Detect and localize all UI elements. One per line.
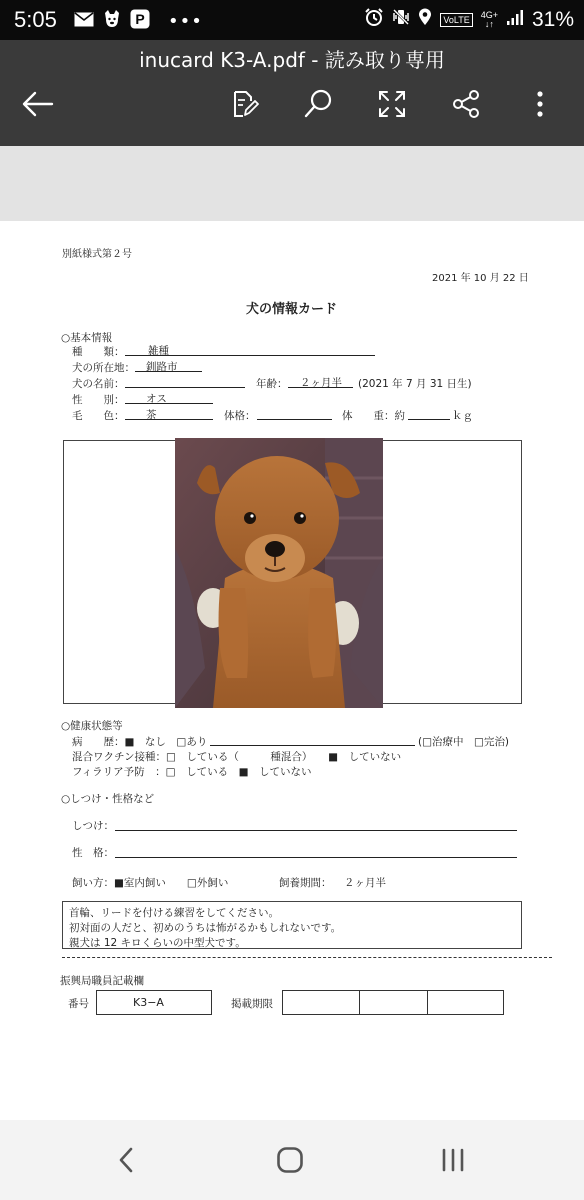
card-title: 犬の情報カード [246, 302, 338, 317]
breed-value: 雑種 [148, 345, 169, 357]
dog-photo [175, 438, 383, 708]
dog-app-icon [102, 9, 122, 33]
share-button[interactable] [448, 88, 484, 124]
form-number: 別紙様式第２号 [62, 249, 132, 260]
more-options-button[interactable] [522, 88, 558, 124]
office-heading: 振興局職員記載欄 [60, 975, 144, 987]
pdf-viewer[interactable] [0, 146, 584, 1118]
network-type: 4G+ ↓↑ [480, 10, 498, 29]
note-line: 親犬は 12 キロくらいの中型犬です。 [69, 937, 246, 949]
more-dots-icon: ••• [168, 10, 203, 32]
breed-line [125, 355, 375, 356]
color-line [125, 419, 213, 420]
network-label: 4G+ [480, 10, 498, 20]
notes-box [62, 901, 522, 949]
training-line [115, 830, 517, 831]
number-box [96, 990, 212, 1015]
vibrate-icon [392, 8, 410, 32]
app-bar [0, 40, 584, 146]
nav-back-button[interactable] [106, 1142, 146, 1182]
fullscreen-icon [377, 89, 407, 123]
nav-recents-button[interactable] [433, 1142, 473, 1182]
navigation-bar [0, 1120, 584, 1200]
location-label: 犬の所在地： [72, 362, 135, 374]
location-value: 釧路市 [146, 361, 178, 373]
period-value: ２ヶ月半 [344, 877, 386, 889]
period-limit-label: 掲載期限 [231, 998, 273, 1010]
search-icon [303, 89, 333, 123]
signal-icon [506, 8, 524, 32]
period-limit-divider [427, 991, 428, 1014]
number-label: 番号 [68, 998, 89, 1010]
note-line: 初対面の人だと、初めのうちは怖がるかもしれないです。 [69, 922, 342, 934]
mail-icon [74, 12, 94, 31]
weight-line [408, 419, 450, 420]
sex-value: オス [146, 393, 167, 405]
sex-line [125, 403, 213, 404]
pdf-page[interactable] [0, 221, 584, 1191]
home-icon [276, 1146, 304, 1178]
dog-name-line [125, 387, 245, 388]
dog-name-label: 犬の名前： [72, 378, 125, 390]
age-value: ２ヶ月半 [300, 377, 342, 389]
age-line [288, 387, 353, 388]
status-right [364, 7, 574, 33]
volte-badge: VoLTE [440, 13, 472, 27]
personality-label: 性 格： [72, 847, 114, 859]
location-line [135, 371, 202, 372]
edit-icon [229, 89, 259, 123]
status-bar [0, 0, 584, 40]
history-status: (□治療中 □完治) [418, 736, 510, 748]
period-limit-divider [359, 991, 360, 1014]
history-label: 病 歴：■ なし □あり [72, 736, 208, 748]
vaccine-label: 混合ワクチン接種：□ している（ 種混合） ■ していない [72, 751, 402, 763]
keeping-label: 飼い方：■室内飼い □外飼い [72, 877, 229, 889]
svg-text:P: P [135, 11, 145, 27]
back-arrow-icon [22, 91, 54, 121]
color-value: 茶 [146, 409, 157, 421]
period-label: 飼養期間： [279, 877, 332, 889]
training-heading: ○しつけ・性格など [61, 793, 155, 805]
edit-button[interactable] [226, 88, 262, 124]
number-value: K3−A [133, 996, 164, 1009]
nav-home-button[interactable] [270, 1142, 310, 1182]
alarm-icon [364, 7, 384, 33]
cut-line [62, 957, 552, 958]
more-vert-icon [536, 90, 544, 122]
breed-label: 種 類： [72, 346, 125, 358]
basic-info-heading: ○基本情報 [61, 332, 113, 344]
battery-level: 31% [531, 8, 574, 31]
search-button[interactable] [300, 88, 336, 124]
build-label: 体格： [224, 410, 256, 422]
back-chevron-icon [117, 1146, 135, 1178]
back-button[interactable] [20, 88, 56, 124]
note-line: 首輪、リードを付ける練習をしてください。 [69, 907, 279, 919]
notification-icons [74, 9, 203, 33]
status-time: 5:05 [14, 7, 57, 32]
recents-icon [440, 1147, 466, 1177]
training-label: しつけ： [72, 820, 114, 832]
fullscreen-button[interactable] [374, 88, 410, 124]
document-title: inucard K3-A.pdf - 読み取り専用 [139, 48, 445, 72]
color-label: 毛 色： [72, 410, 125, 422]
p-app-icon [130, 9, 150, 33]
period-limit-box [282, 990, 504, 1015]
personality-line [115, 857, 517, 858]
sex-label: 性 別： [72, 394, 125, 406]
health-heading: ○健康状態等 [61, 720, 123, 732]
history-line [210, 745, 415, 746]
weight-label: 体 重：約 [342, 410, 405, 422]
age-label: 年齢： [256, 378, 288, 390]
build-line [257, 419, 332, 420]
weight-unit: ｋｇ [452, 410, 473, 422]
share-icon [451, 89, 481, 123]
birth-date: (2021 年 7 月 31 日生) [358, 378, 472, 390]
location-icon [418, 8, 432, 32]
document-date: 2021 年 10 月 22 日 [432, 273, 529, 284]
filaria-label: フィラリア予防 ：□ している ■ していない [72, 766, 312, 778]
